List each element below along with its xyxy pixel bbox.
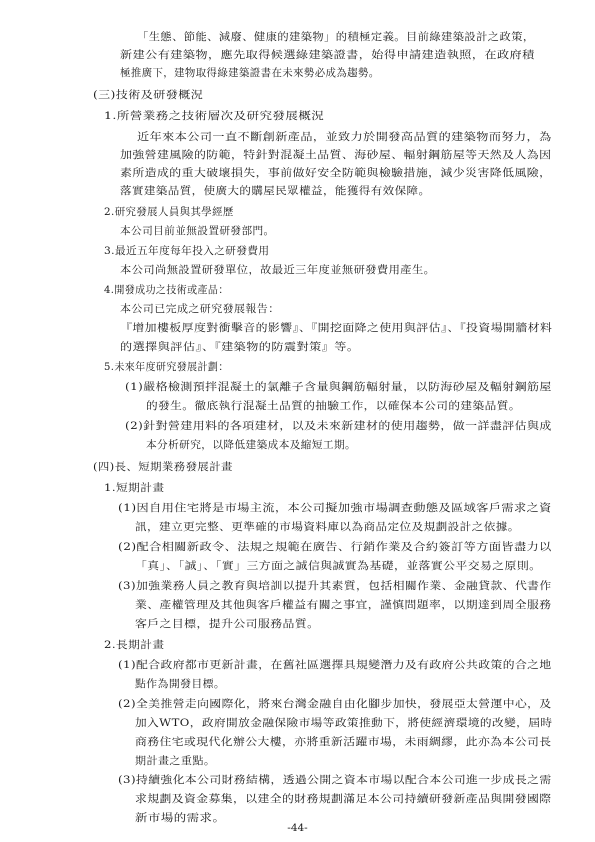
section-heading: (三)技術及研發概況 [93,89,204,101]
subsection-heading: 2.研究發展人員與其學經歷 [104,206,234,218]
text-line: (1)嚴格檢測預拌混凝土的氯離子含量與鋼筋輻射量，以防海砂屋及輻射鋼筋屋 [125,381,552,393]
subsection-heading: 5.未來年度研究發展計劃： [104,361,229,373]
text-line: (2)針對營建用料的各項建材，以及未來新建材的使用趨勢，做一詳盡評估與成 [125,420,552,432]
text-line: 新建公有建築物，應先取得候選綠建築證書，始得申請建造執照，在政府積 [120,49,535,61]
text-line: 的選擇與評估』、『建築物的防震對策』等。 [120,341,360,353]
text-line: (1)因自用住宅將是市場主流，本公司擬加強市場調查動態及區域客戶需求之資 [118,502,552,514]
text-line: 期計畫之重點。 [135,755,216,767]
text-line: 本公司目前並無設置研發部門。 [120,225,275,237]
text-line: (2)配合相關新政令、法規之規範在廣告、行銷作業及合約簽訂等方面皆盡力以 [118,541,552,553]
text-line: (1)配合政府都市更新計畫，在舊社區選擇具規變潛力及有政府公共政策的合之地 [118,659,552,671]
subsection-heading: 2.長期計畫 [104,639,165,651]
text-line: (3)加強業務人員之教育與培訓以提升其素質，包括相關作業、金融貸款、代書作 [118,580,552,592]
text-line: 落實建築品質，使廣大的購屋民眾權益，能獲得有效保障。 [120,185,431,197]
text-line: 素所造成的重大破壞損失，事前做好安全防範與檢驗措施，減少災害降低風險， [120,167,552,179]
text-line: 「生態、節能、減廢、健康的建築物」的積極定義。目前綠建築設計之政策， [137,31,535,43]
text-line: 本公司尚無設置研發單位，故最近三年度並無研發費用產生。 [120,264,436,276]
text-line: 加強營建風險的防範，特針對混凝土品質、海砂屋、輻射鋼筋屋等天然及人為因 [120,149,552,161]
text-line: 點作為開發目標。 [135,678,226,690]
text-line: 業、產權管理及其他與客戶權益有關之事宜，謹慎問題率，以期達到周全服務 [135,599,552,611]
text-line: 近年來本公司一直不斷創新產品，並致力於開發高品質的建築物而努力，為 [137,131,552,143]
text-line: 訊，建立更完整、更準確的市場資料庫以為商品定位及規劃設計之依據。 [135,521,520,533]
text-line: 客戶之目標，提升公司服務品質。 [135,618,320,630]
text-line: 極推廣下，建物取得綠建築證書在未來勢必成為趨勢。 [120,67,380,79]
text-line: 本公司已完成之研究發展報告： [120,303,280,315]
text-line: 商務住宅或現代化辦公大樓，亦將重新活躍市場，未雨綢繆，此亦為本公司長 [135,736,552,748]
text-line: 「真」、「誠」、「實」三方面之誠信與誠實為基礎，並落實公平交易之原則。 [135,560,542,572]
subsection-heading: 4.開發成功之技術或產品： [104,284,229,296]
text-line: 的發生。徹底執行混凝土品質的抽驗工作，以確保本公司的建築品質。 [146,400,521,412]
subsection-heading: 1.所營業務之技術層次及研究發展概況 [104,110,325,122]
text-line: (2)全美推營走向國際化，將來台灣金融自由化腳步加快，發展亞太營運中心，及 [118,698,552,710]
text-line: 新市場的需求。 [135,812,226,824]
page-number: -44- [287,822,308,834]
subsection-heading: 1.短期計畫 [104,482,165,494]
text-line: (3)持續強化本公司財務結構，透過公開之資本市場以配合本公司進一步成長之需 [118,774,552,786]
text-line: 求規劃及資金募集，以建全的財務規劃滿足本公司持續研發新產品與開發國際 [135,793,552,805]
subsection-heading: 3.最近五年度每年投入之研發費用 [104,245,270,257]
text-line: 本分析研究，以降低建築成本及縮短工期。 [146,439,357,451]
text-line: 加入WTO，政府開放金融保險市場等政策推動下，將使經濟環境的改變，屆時 [135,717,553,729]
section-heading: (四)長、短期業務發展計畫 [93,461,233,473]
text-line: 『增加樓板厚度對衝擊音的影響』、『開挖面降之使用與評估』、『投資場開牆材料 [120,322,553,334]
